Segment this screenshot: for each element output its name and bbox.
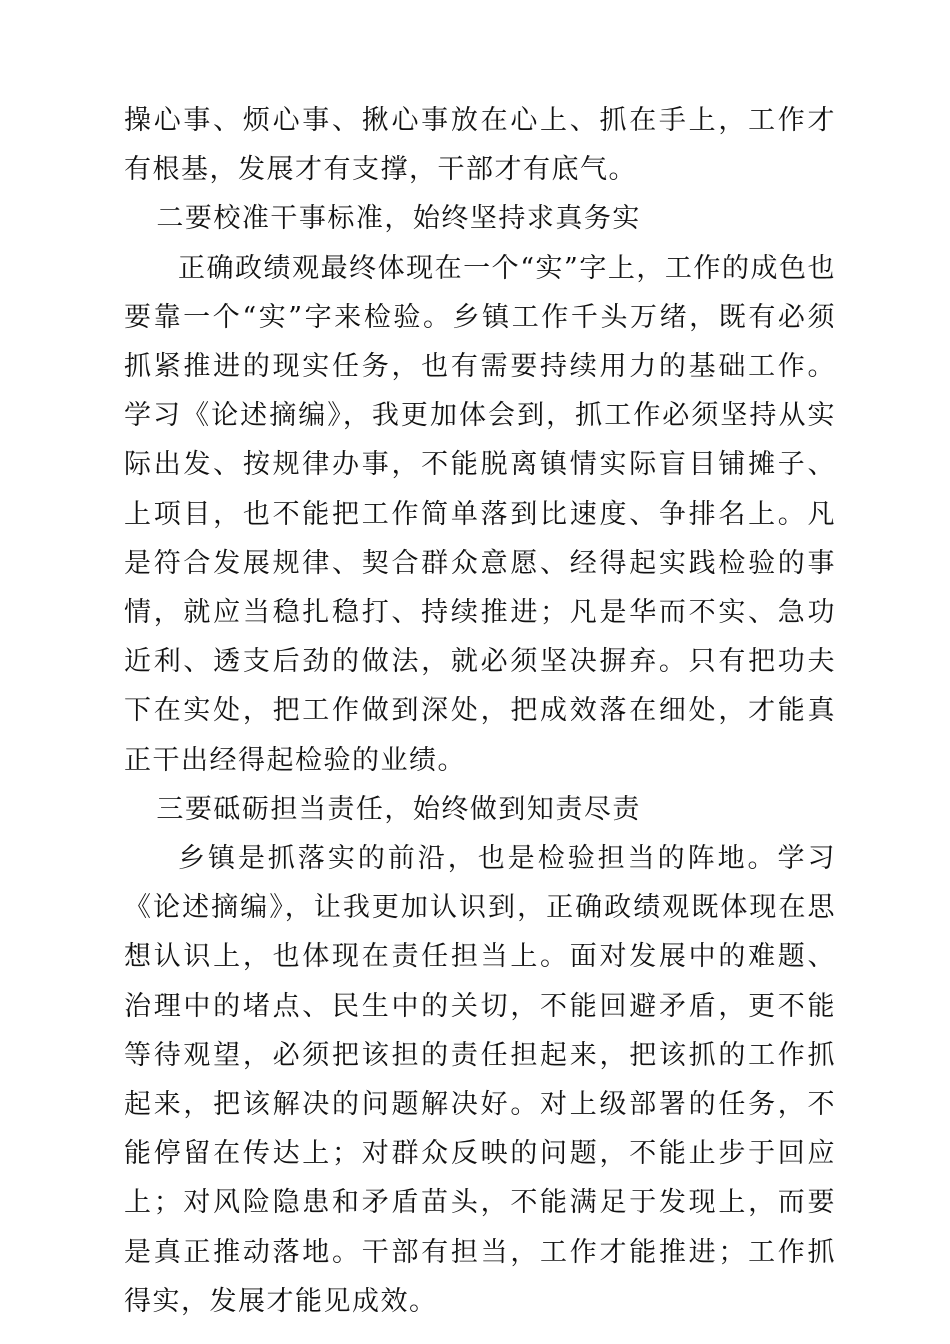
- paragraph-section-2: 正确政绩观最终体现在一个“实”字上，工作的成色也要靠一个“实”字来检验。乡镇工作千头万绪，既有必须抓紧推进的现实任务，也有需要持续用力的基础工作。学习《论述摘编》，我更加体会到，抓工作必须坚持从实际出发、按规律办事，不能脱离镇情实际盲目铺摊子、上项目，也不能把工作简单落到比速度、争排名上。凡是符合发展规律、契合群众意愿、经得起实践检验的事情，就应当稳扎稳打、持续推进；凡是华而不实、急功近利、透支后劲的做法，就必须坚决摒弃。只有把功夫下在实处，把工作做到深处，把成效落在细处，才能真正干出经得起检验的业绩。: [124, 252, 836, 776]
- paragraph-continuation: 操心事、烦心事、揪心事放在心上、抓在手上，工作才有根基，发展才有支撑，干部才有底气。: [124, 105, 836, 186]
- section-heading-2: 二要校准干事标准，始终坚持求真务实: [156, 203, 641, 235]
- paragraph-section-3: 乡镇是抓落实的前沿，也是检验担当的阵地。学习《论述摘编》，让我更加认识到，正确政绩观既体现在思想认识上，也体现在责任担当上。面对发展中的难题、治理中的堵点、民生中的关切，不能回避矛盾，更不能等待观望，必须把该担的责任担起来，把该抓的工作抓起来，把该解决的问题解决好。对上级部署的任务，不能停留在传达上；对群众反映的问题，不能止步于回应上；对风险隐患和矛盾苗头，不能满足于发现上，而要是真正推动落地。干部有担当，工作才能推进；工作抓得实，发展才能见成效。: [124, 843, 836, 1317]
- document-body: [124, 96, 836, 1326]
- section-heading-3: 三要砥砺担当责任，始终做到知责尽责: [156, 793, 641, 825]
